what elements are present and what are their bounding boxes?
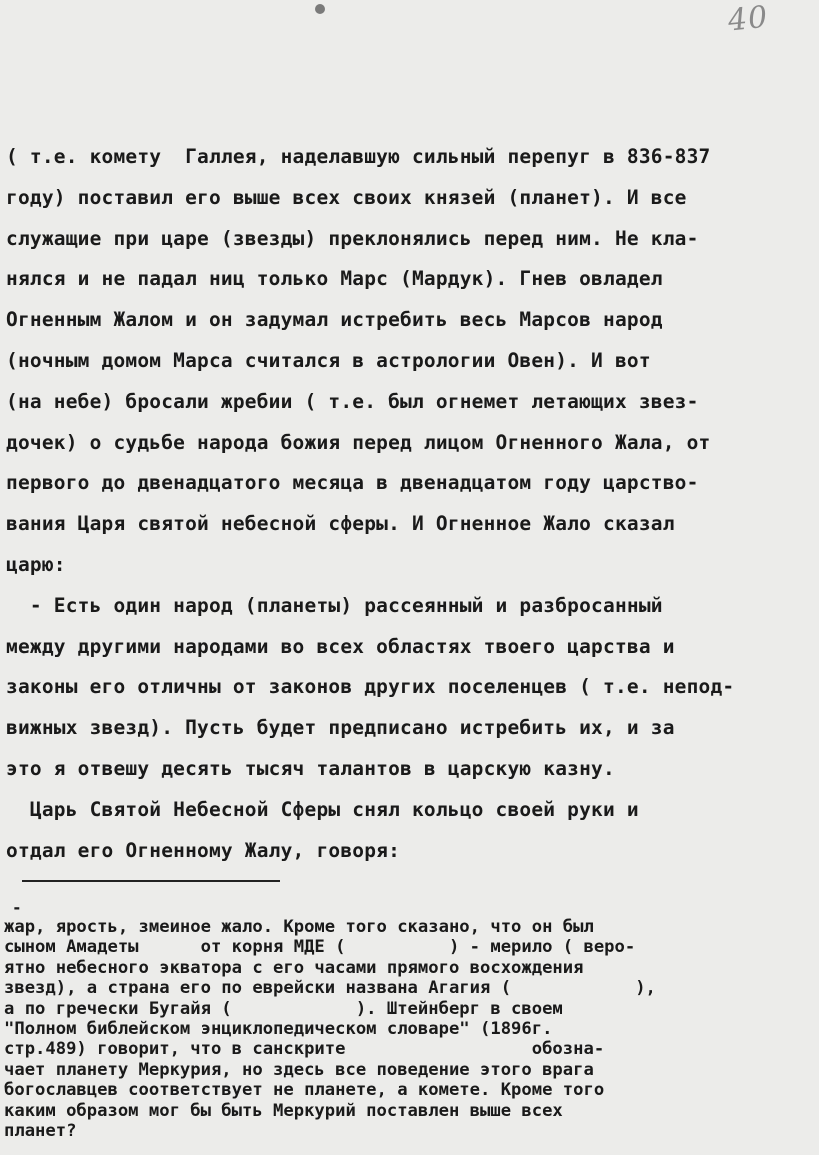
footnote-divider <box>22 880 280 882</box>
footnote-line: чает планету Меркурия, но здесь все поведение этого врага <box>4 1059 594 1080</box>
text-line: между другими народами во всех областях твоего царства и <box>6 634 675 658</box>
footnote-line: стр.489) говорит, что в санскрите обозна- <box>4 1039 605 1060</box>
footnote-line: звезд), а страна его по еврейски названа Агагия ( ), <box>4 978 656 999</box>
footnote-line: ятно небесного экватора с его часами прямого восхождения <box>4 957 584 978</box>
footnote-line: а по гречески Бугайя ( ). Штейнберг в своем <box>4 998 563 1019</box>
text-line: нялся и не падал ниц только Марс (Мардук). Гнев овладел <box>6 267 663 291</box>
text-line: вания Царя святой небесной сферы. И Огненное Жало сказал <box>6 512 675 536</box>
text-line: дочек) о судьбе народа божия перед лицом Огненного Жала, от <box>6 430 711 454</box>
text-line: году) поставил его выше всех своих князей (планет). И все <box>6 185 687 209</box>
footnote-line: планет? <box>4 1120 77 1141</box>
footnote-line: каким образом мог бы быть Меркурий поставлен выше всех <box>4 1100 563 1121</box>
main-text <box>6 137 816 871</box>
footnote-line: богославцев соответствует не планете, а комете. Кроме того <box>4 1080 605 1101</box>
text-line: (на небе) бросали жребии ( т.е. был огнемет летающих звез- <box>6 389 699 413</box>
text-line: служащие при царе (звезды) преклонялись перед ним. Не кла- <box>6 226 699 250</box>
text-line: вижных звезд). Пусть будет предписано истребить их, и за <box>6 716 675 740</box>
punch-hole <box>315 4 325 14</box>
text-line: законы его отличны от законов других поселенцев ( т.е. непод- <box>6 675 735 699</box>
footnote-line: сыном Амадеты от корня МДЕ ( ) - мерило ( веро- <box>4 937 636 958</box>
text-line: царю: <box>6 552 66 576</box>
text-line: (ночным домом Марса считался в астрологии Овен). И вот <box>6 348 651 372</box>
text-line: Огненным Жалом и он задумал истребить весь Марсов народ <box>6 308 663 332</box>
footnote <box>4 917 816 1141</box>
footnote-line: "Полном библейском энциклопедическом словаре" (1896г. <box>4 1018 553 1039</box>
footnote-marker: - <box>12 898 22 917</box>
text-line: это я отвешу десять тысяч талантов в царскую казну. <box>6 756 615 780</box>
text-line: - Есть один народ (планеты) рассеянный и разбросанный <box>6 593 663 617</box>
text-line: ( т.е. комету Галлея, наделавшую сильный перепуг в 836-837 <box>6 145 711 168</box>
text-line: Царь Святой Небесной Сферы снял кольцо своей руки и <box>6 797 639 821</box>
text-line: отдал его Огненному Жалу, говоря: <box>6 838 401 862</box>
text-line: первого до двенадцатого месяца в двенадцатом году царство- <box>6 471 699 495</box>
page-number: 40 <box>726 0 770 39</box>
footnote-line: жар, ярость, змеиное жало. Кроме того сказано, что он был <box>4 917 594 937</box>
